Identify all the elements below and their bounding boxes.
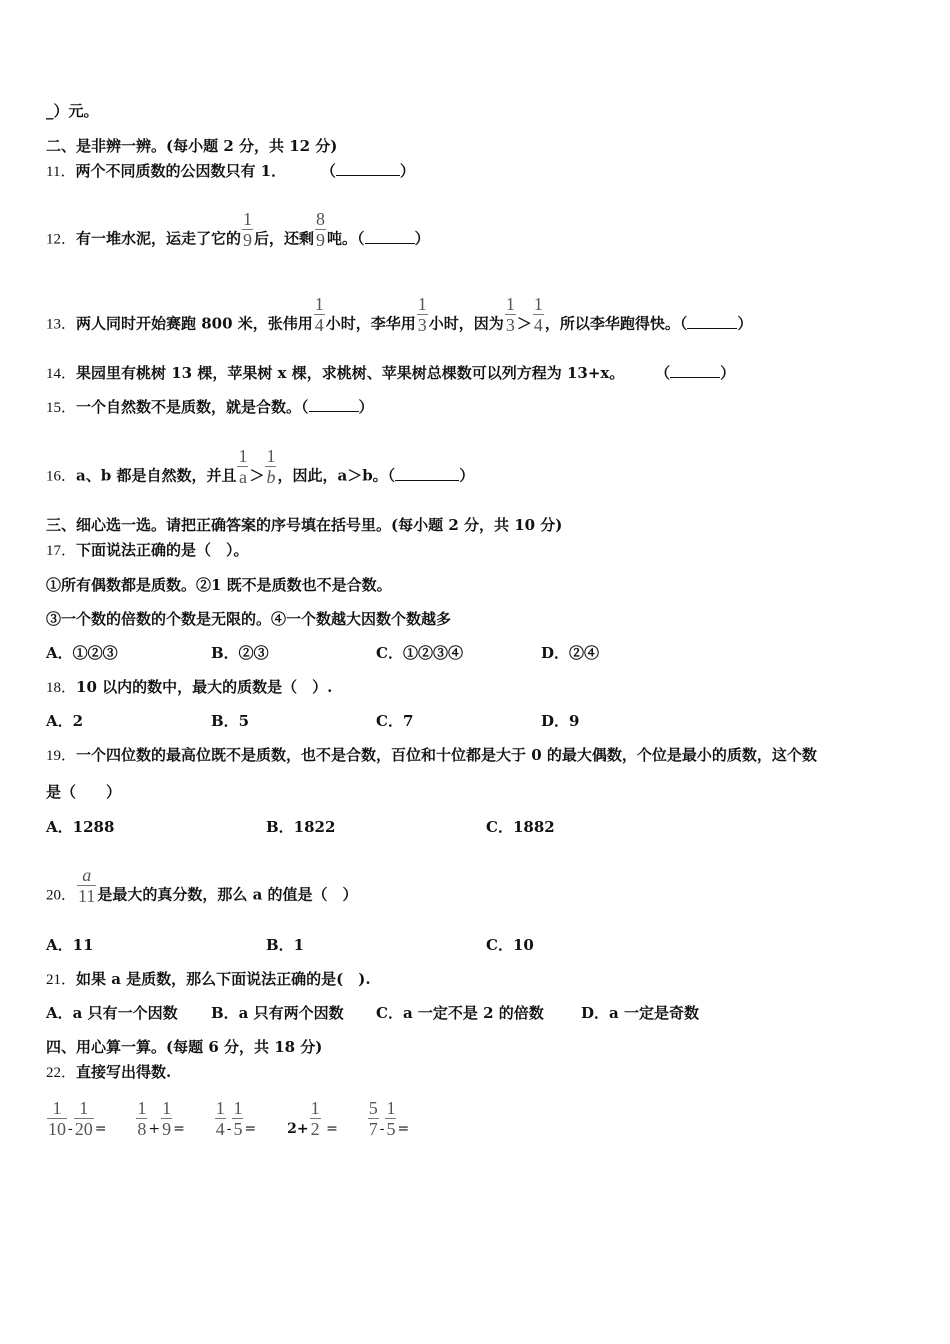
q21-option-d[interactable]: D．a 一定是奇数 (581, 1004, 699, 1022)
question-19: 19．一个四位数的最高位既不是质数，也不是合数，百位和十位都是大于 0 的最大偶数，个位是最小的质数，这个数 (46, 746, 817, 764)
section3-header: 三、细心选一选。请把正确答案的序号填在括号里。(每小题 2 分，共 10 分) (46, 516, 563, 534)
fraction-1-4b: $\frac{1}{4}$ (533, 294, 543, 335)
q21-option-b[interactable]: B．a 只有两个因数 (211, 1004, 344, 1022)
fraction-1-b: $\frac{1}{b}$ (266, 446, 276, 487)
q18-option-a[interactable]: A．2 (46, 712, 84, 730)
fraction-1-a: $\frac{1}{a}$ (238, 446, 248, 487)
expr-1: $\frac{1}{10}$ - $\frac{1}{20}$ = (48, 1098, 107, 1139)
q20-option-c[interactable]: C．10 (486, 936, 534, 954)
question-14: 14．果园里有桃树 13 棵，苹果树 x 棵，求桃树、苹果树总棵数可以列方程为 13+x。 （ ） (46, 364, 736, 382)
answer-blank[interactable] (336, 161, 400, 176)
q19-option-c[interactable]: C．1882 (486, 818, 555, 836)
q18-option-d[interactable]: D．9 (541, 712, 580, 730)
fraction-1-4: $\frac{1}{4}$ (314, 294, 324, 335)
expr-3: $\frac{1}{4}$ - $\frac{1}{5}$ = (215, 1098, 257, 1139)
question-13: 13．两人同时开始赛跑 800 米，张伟用 $\frac{1}{4}$ 小时，李华用 $\frac{1}{3}$ 小时，因为 $\frac{1}{3}$ ＞ $\frac{1}{4}$ ，所以李华跑得快。（ ） (46, 294, 753, 335)
question-22: 22．直接写出得数. (46, 1063, 172, 1081)
question-18: 18．10 以内的数中，最大的质数是（ ）. (46, 678, 333, 696)
q19-option-b[interactable]: B．1822 (266, 818, 336, 836)
expr-2: $\frac{1}{8}$ + $\frac{1}{9}$ = (137, 1098, 185, 1139)
fraction-1-3: $\frac{1}{3}$ (417, 294, 427, 335)
section2-header: 二、是非辨一辨。(每小题 2 分，共 12 分) (46, 137, 338, 155)
q17-option-a[interactable]: A．①②③ (46, 644, 118, 662)
fraction-1-3b: $\frac{1}{3}$ (505, 294, 515, 335)
question-21: 21．如果 a 是质数，那么下面说法正确的是( ). (46, 970, 371, 988)
question-16: 16．a、b 都是自然数，并且 $\frac{1}{a}$ ＞ $\frac{1}{b}$ ，因此，a＞b。（ ） (46, 446, 475, 487)
section4-header: 四、用心算一算。(每题 6 分，共 18 分) (46, 1038, 323, 1056)
question-11: 11．两个不同质数的公因数只有 1． （ ） (46, 162, 415, 180)
q17-option-b[interactable]: B．②③ (211, 644, 269, 662)
q17-option-d[interactable]: D．②④ (541, 644, 600, 662)
q21-option-a[interactable]: A．a 只有一个因数 (46, 1004, 178, 1022)
q22-expressions (46, 1098, 410, 1149)
expr-4: 2+ $\frac{1}{2}$ = (287, 1098, 338, 1139)
q17-statement-1: ①所有偶数都是质数。②1 既不是质数也不是合数。 (46, 576, 392, 594)
q20-option-b[interactable]: B．1 (266, 936, 305, 954)
expr-5: $\frac{5}{7}$ - $\frac{1}{5}$ = (368, 1098, 410, 1139)
q18-option-b[interactable]: B．5 (211, 712, 250, 730)
question-19-cont: 是（ ） (46, 783, 122, 801)
answer-blank[interactable] (687, 314, 737, 329)
fraction-a-11: $\frac{a}{11}$ (78, 865, 96, 906)
q18-option-c[interactable]: C．7 (376, 712, 414, 730)
q21-option-c[interactable]: C．a 一定不是 2 的倍数 (376, 1004, 544, 1022)
answer-blank[interactable] (395, 466, 459, 481)
question-15: 15．一个自然数不是质数，就是合数。（ ） (46, 398, 374, 416)
fraction-8-9: $\frac{8}{9}$ (316, 209, 326, 250)
top-fragment: _）元。 (46, 102, 99, 120)
question-17: 17．下面说法正确的是（ ）。 (46, 541, 249, 559)
q17-option-c[interactable]: C．①②③④ (376, 644, 463, 662)
question-12: 12．有一堆水泥，运走了它的 $\frac{1}{9}$ 后，还剩 $\frac{8}{9}$ 吨。（ ） (46, 209, 430, 250)
answer-blank[interactable] (365, 229, 415, 244)
answer-blank[interactable] (670, 363, 720, 378)
question-20: 20． $\frac{a}{11}$ 是最大的真分数，那么 a 的值是（ ） (46, 865, 358, 906)
answer-blank[interactable] (309, 397, 359, 412)
fraction-1-9: $\frac{1}{9}$ (243, 209, 253, 250)
q20-option-a[interactable]: A．11 (46, 936, 94, 954)
q17-statement-2: ③一个数的倍数的个数是无限的。④一个数越大因数个数越多 (46, 610, 452, 628)
q19-option-a[interactable]: A．1288 (46, 818, 115, 836)
